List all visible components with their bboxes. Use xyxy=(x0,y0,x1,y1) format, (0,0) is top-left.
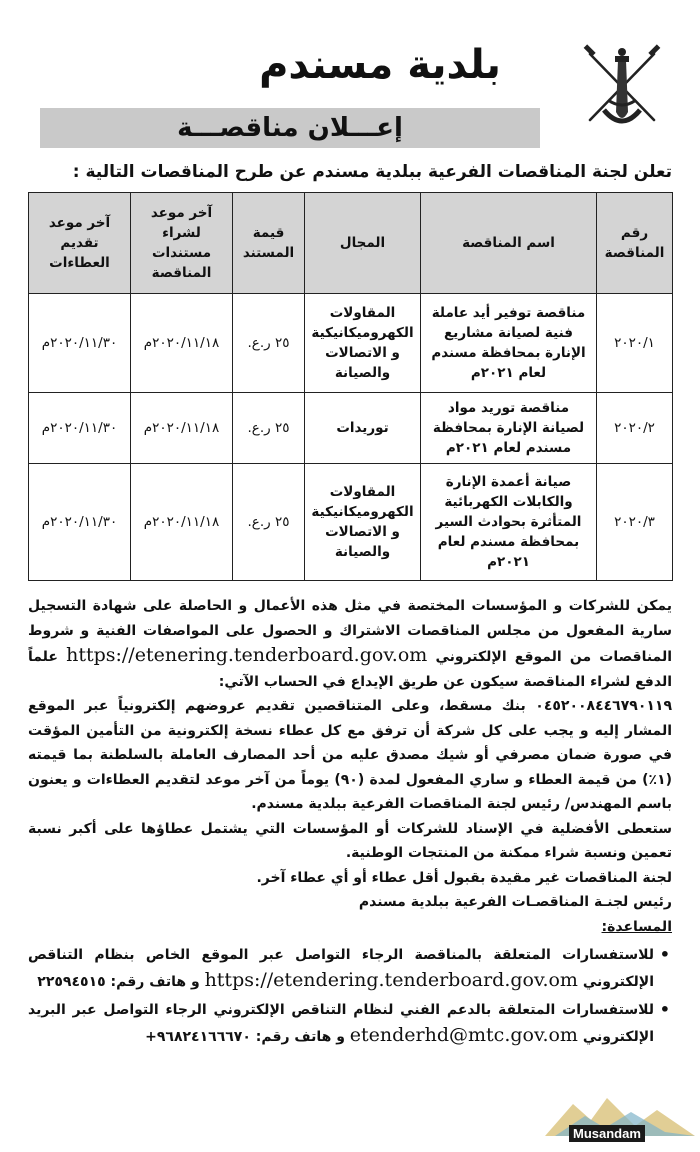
etendering-link[interactable]: https://etendering.tenderboard.gov.om xyxy=(204,968,578,991)
assistance-list xyxy=(28,943,672,1049)
tender-portal-link[interactable]: https://etenering.tenderboard.gov.om xyxy=(66,644,428,666)
tender-name: مناقصة توريد مواد لصيانة الإنارة بمحافظة مسندم لعام ٢٠٢١م xyxy=(421,393,597,464)
tender-field: المقاولات الكهروميكانيكية و الاتصالات والصيانة xyxy=(305,464,421,581)
payment-text: علماً الدفع لشراء المناقصة سيكون عن طريق الإيداع في الحساب الآتي: xyxy=(28,649,672,690)
table-header-row xyxy=(29,193,673,294)
signature-line: رئيس لجنـة المناقصـات الفرعية ببلدية مسندم xyxy=(358,894,672,910)
tender-price: ٢٥ ر.ع. xyxy=(233,393,305,464)
support-phone: و هاتف رقم: ٩٦٨٢٤١٦٦٦٧٠+ xyxy=(145,1028,345,1045)
list-item xyxy=(28,998,654,1049)
tender-submission-deadline: ٢٠٢٠/١١/٣٠م xyxy=(29,294,131,393)
header-price: قيمة المستند xyxy=(233,193,305,294)
tender-number: ٢٠٢٠/٢ xyxy=(597,393,673,464)
tender-purchase-deadline: ٢٠٢٠/١١/١٨م xyxy=(131,294,233,393)
tender-price: ٢٥ ر.ع. xyxy=(233,464,305,581)
list-item xyxy=(28,943,654,994)
oman-national-emblem-icon xyxy=(574,40,670,136)
musandam-watermark xyxy=(545,1092,695,1148)
table-row xyxy=(29,464,673,581)
tender-number: ٢٠٢٠/١ xyxy=(597,294,673,393)
subtitle: إعـــلان مناقصـــة xyxy=(177,113,403,143)
submission-paragraph: ٠٤٥٢٠٠٨٤٤٦٧٩٠١١٩ بنك مسقط، وعلى المتناقصين تقديم عروضهم إلكترونياً عبر الموقع المشار إليه و يجب على كل شركة أن ترفق مع كل عطاء نسخة إلكترونية من التأمين المؤقت في صورة ضمان مصرفي أو شيك مصدق عليه من أحد المصارف العاملة بالسلطنة بما قيمته (١٪) من قيمة العطاء و ساري المفعول لمدة (٩٠) يوماً من آخر موعد لتقديم العطاءات و يعنون باسم المهندس/ رئيس لجنة المناقصات الفرعية ببلدية مسندم. xyxy=(28,698,673,812)
tender-submission-deadline: ٢٠٢٠/١١/٣٠م xyxy=(29,393,131,464)
support-text: للاستفسارات المتعلقة بالدعم الفني لنظام التناقص الإلكتروني الرجاء التواصل عبر البريد الإلكتروني xyxy=(28,1002,654,1045)
tender-price: ٢٥ ر.ع. xyxy=(233,294,305,393)
header xyxy=(28,36,670,148)
tender-purchase-deadline: ٢٠٢٠/١١/١٨م xyxy=(131,393,233,464)
header-submission-deadline: آخر موعد تقديم العطاءات xyxy=(29,193,131,294)
header-name: اسم المناقصة xyxy=(421,193,597,294)
eligibility-paragraph xyxy=(28,594,672,694)
inquiry-text: للاستفسارات المتعلقة بالمناقصة الرجاء التواصل عبر الموقع الخاص بنظام التناقص الإلكتروني xyxy=(28,947,654,990)
table-row xyxy=(29,393,673,464)
announcement-body xyxy=(28,594,672,1053)
intro-text: تعلن لجنة المناقصات الفرعية ببلدية مسندم عن طرح المناقصات التالية : xyxy=(72,162,672,182)
header-field: المجال xyxy=(305,193,421,294)
header-number: رقم المناقصة xyxy=(597,193,673,294)
tender-name: صيانة أعمدة الإنارة والكابلات الكهربائية المتأثرة بحوادث السير بمحافظة مسندم لعام ٢٠٢١م xyxy=(421,464,597,581)
tender-number: ٢٠٢٠/٣ xyxy=(597,464,673,581)
inquiry-phone: و هاتف رقم: ٢٢٥٩٤٥١٥ xyxy=(37,973,200,990)
support-email-link[interactable]: etenderhd@mtc.gov.om xyxy=(349,1023,578,1046)
header-purchase-deadline: آخر موعد لشراء مستندات المناقصة xyxy=(131,193,233,294)
tender-submission-deadline: ٢٠٢٠/١١/٣٠م xyxy=(29,464,131,581)
tender-name: مناقصة توفير أيد عاملة فنية لصيانة مشاريع الإنارة بمحافظة مسندم لعام ٢٠٢١م xyxy=(421,294,597,393)
table-row xyxy=(29,294,673,393)
subtitle-banner xyxy=(40,108,540,148)
tender-field: المقاولات الكهروميكانيكية و الاتصالات والصيانة xyxy=(305,294,421,393)
tender-field: توريدات xyxy=(305,393,421,464)
preference-paragraph: ستعطى الأفضلية في الإسناد للشركات أو المؤسسات التي يشتمل عطاؤها على أكبر نسبة تعمين ونسبة شراء ممكنة من المنتجات الوطنية. xyxy=(28,820,672,861)
committee-note: لجنة المناقصات غير مقيدة بقبول أقل عطاء أو أي عطاء آخر. xyxy=(256,869,672,886)
eligibility-text: يمكن للشركات و المؤسسات المختصة في مثل هذه الأعمال و الحاصلة على شهادة التسجيل سارية المفعول من مجلس المناقصات الاشتراك و الحصول على المواصفات الفنية و شروط المناقصات من الموقع الإلكتروني xyxy=(28,598,673,665)
assistance-heading: المساعدة: xyxy=(601,918,672,935)
page-title: بلدية مسندم xyxy=(259,42,501,88)
watermark-text: Musandam xyxy=(569,1125,645,1142)
tender-purchase-deadline: ٢٠٢٠/١١/١٨م xyxy=(131,464,233,581)
tenders-table xyxy=(28,192,673,581)
